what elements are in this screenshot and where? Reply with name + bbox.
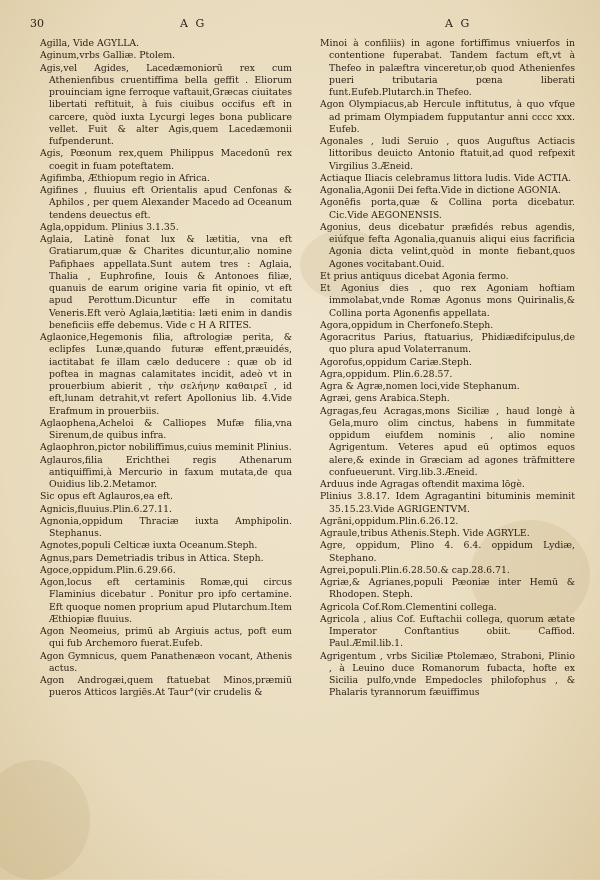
page-header [0,14,600,34]
dictionary-entry: Aglaophron,pictor nobiliffimus,cuius meminit Plinius. [40,442,292,454]
dictionary-entry: Minoi à confiliis) in agone fortiffimus vniuerfos in contentione fuperabat. Tandem factum eft,vt à Thefeo in palæftra vinceretur,ob quod Athenienfes pueri tributaria pœna liberati funt.Eufeb.Plutarch.in Thefeo. [320,38,575,98]
dictionary-entry: Agrigentum , vrbs Siciliæ Ptolemæo, Straboni, Plinio , à Leuino duce Romanorum fubacta, hofte ex Sicilia pulfo,vnde Empedocles philofophus , & Phalaris tyrannorum fæuiffimus [320,650,575,699]
dictionary-entry: Agis, Pœonum rex,quem Philippus Macedonū rex coegit in fuam poteftatem. [40,148,292,172]
dictionary-entry: Agricola , alius Cof. Euftachii collega, quorum ætate Imperator Conftantius obiit. Caffiod. Paul.Æmil.lib.1. [320,613,575,650]
paper-stain [0,760,90,880]
dictionary-entry: Agifines , fluuius eft Orientalis apud Cenfonas & Aphilos , per quem Alexander Macedo ad Oceanum tendens deuectus eft. [40,185,292,221]
right-running-head: A G [445,17,472,30]
dictionary-entry: Agon Neomeius, primū ab Argiuis actus, poft eum qui fub Archemoro fuerat.Eufeb. [40,626,292,650]
dictionary-entry: Et Agonius dies , quo rex Agoniam hoftiam immolabat,vnde Romæ Agonus mons Quirinalis,& Collina porta Agonenfis appellata. [320,283,575,319]
dictionary-entry: Aglauros,filia Erichthei regis Athenarum antiquiffimi,à Mercurio in faxum mutata,de qua Ouidius lib.2.Metamor. [40,454,292,490]
dictionary-entry: Agonales , ludi Seruio , quos Auguftus Actiacis littoribus deuicto Antonio ftatuit,ad quod refpexit Virgilius 3.Æneid. [320,136,575,172]
dictionary-entry: Agon Olympiacus,ab Hercule inftitutus, à quo vfque ad primam Olympiadem fupputantur anni cccc xxx. Eufeb. [320,99,575,135]
dictionary-entry: Agora,oppidum in Cherfonefo.Steph. [320,319,494,331]
dictionary-entry: Agra & Agræ,nomen loci,vide Stephanum. [320,381,520,392]
dictionary-entry: Agon Androgæi,quem ftatuebat Minos,præmiū pueros Atticos largiēs.At Taur°(vir crudelis & [40,675,292,699]
dictionary-entry: Agnus,pars Demetriadis tribus in Attica. Steph. [40,552,264,564]
dictionary-entry: Sic opus eft Aglauros,ea eft. [40,491,173,503]
dictionary-entry: Agnicis,fluuius.Plin.6.27.11. [40,503,172,515]
dictionary-entry: Aglaophena,Acheloi & Calliopes Mufæ filia,vna Sirenum,de quibus infra. [40,417,292,441]
dictionary-entry: Agrāni,oppidum.Plin.6.26.12. [320,515,459,527]
left-running-head: A G [180,17,207,30]
dictionary-entry: Agoce,oppidum.Plin.6.29.66. [40,564,176,576]
dictionary-entry: Agifimba, Æthiopum regio in Africa. [40,172,210,184]
dictionary-entry: Aglaonice,Hegemonis filia, aftrologiæ perita, & eclipfes Lunæ,quando futuræ effent,præuidés, iactitabat fe illam cælo deducere : quæ ob id poftea in magnas calamitates incidit, adeò vt in prouerbium abierit , τὴν σελήνην καθαιρεῖ , id eft,lunam detrahit,vt refert Apollonius lib. 4.Vide Erafmum in prouerbiis. [40,332,292,417]
dictionary-entry: Agnonia,oppidum Thraciæ iuxta Amphipolin. Stephanus. [40,515,292,539]
dictionary-entry: Agræi, gens Arabica.Steph. [320,393,450,405]
dictionary-entry: Agragas,feu Acragas,mons Siciliæ , haud longè à Gela,muro olim cinctus, habens in fummitate oppidum eiufdem nominis , alio nomine Agrigentum. Veteres apud eū optimos equos alere,& exinde in Græciam ad agones trāfmittere confueuerunt. Virg.lib.3.Æneid. [320,405,575,478]
dictionary-entry: Agriæ,& Agrianes,populi Pæoniæ inter Hemū & Rhodopen. Steph. [320,577,575,601]
dictionary-entry: Agre, oppidum, Plino 4. 6.4. oppidum Lydiæ, Stephano. [320,540,575,564]
dictionary-entry: Agrei,populi.Plin.6.28.50.& cap.28.6.71. [320,564,510,576]
dictionary-entry: Agis,vel Agides, Lacedæmoniorū rex cum Athenienfibus cruentiffima bella geffit . Eliorum prouinciam igne ferroque vaftauit,Græcas ciuitates libertati reftituit, à fuis ciuibus occifus eft in carcere, quòd iuxta Lycurgi leges bona publicare vellet. Fuit & alter Agis,quem Lacedæmonii fufpenderunt. [40,62,292,147]
dictionary-entry: Actiaque Iliacis celebramus littora ludis. Vide ACTIA. [320,172,572,184]
dictionary-entry: Aglaia, Latinè fonat lux & lætitia, vna eft Gratiarum,quæ & Charites dicuntur,alio nomine Pafiphaes appellata.Sunt autem tres : Aglaia, Thalia , Euphrofine, Iouis & Antonoes filiæ, quanuis de earum origine varia fit opinio, vt eft apud Perottum.Dicuntur effe in comitatu Veneris.Eft verò Aglaia,lætitia: læti enim in dandis beneficiis effe debemus. Vide c H A RITES. [40,234,292,331]
dictionary-entry: Agon,locus eft certaminis Romæ,qui circus Flaminius dicebatur . Ponitur pro ipfo certamine. Eft quoque nomen proprium apud Plutarchum.Item Æthiopiæ fluuius. [40,577,292,625]
dictionary-entry: Agraule,tribus Athenis.Steph. Vide AGRYLE. [320,528,530,539]
dictionary-entry: Agonēfis porta,quæ & Collina porta dicebatur. Cic.Vide AEGONENSIS. [320,197,575,221]
dictionary-entry: Agoracritus Parius, ftatuarius, Phidiædifcipulus,de quo plura apud Volaterranum. [320,332,575,356]
dictionary-entry: Agra,oppidum. Plin.6.28.57. [320,368,453,380]
dictionary-entry: Plinius 3.8.17. Idem Agragantini bituminis meminit 35.15.23.Vide AGRIGENTVM. [320,491,575,515]
dictionary-entry: Agnotes,populi Celticæ iuxta Oceanum.Steph. [40,540,258,552]
dictionary-entry: Agla,oppidum. Plinius 3.1.35. [40,221,179,233]
right-column [320,38,575,700]
dictionary-entry: Aginum,vrbs Galliæ. Ptolem. [40,50,176,62]
dictionary-entry: Agricola Cof.Rom.Clementini collega. [320,601,497,613]
dictionary-entry: Agorofus,oppidum Cariæ.Steph. [320,356,472,368]
dictionary-entry: Agonalia,Agonii Dei fefta.Vide in dictione AGONIA. [320,185,561,196]
dictionary-entry: Agon Gymnicus, quem Panathenæon vocant, Athenis actus. [40,650,292,674]
dictionary-entry: Et prius antiquus dicebat Agonia fermo. [320,270,509,282]
dictionary-entry: Agilla, Vide AGYLLA. [40,38,140,49]
left-column [40,38,292,700]
page-number: 30 [30,17,44,30]
dictionary-entry: Arduus inde Agragas oftendit maxima lōgè. [320,479,525,490]
dictionary-entry: Agonius, deus dicebatur præfidés rebus agendis, eiúfque fefta Agonalia,quanuis aliqui eius facrificia Agonia dicta velint,quòd in monte fiebant,quos Agones vocitabant.Ouid. [320,221,575,270]
